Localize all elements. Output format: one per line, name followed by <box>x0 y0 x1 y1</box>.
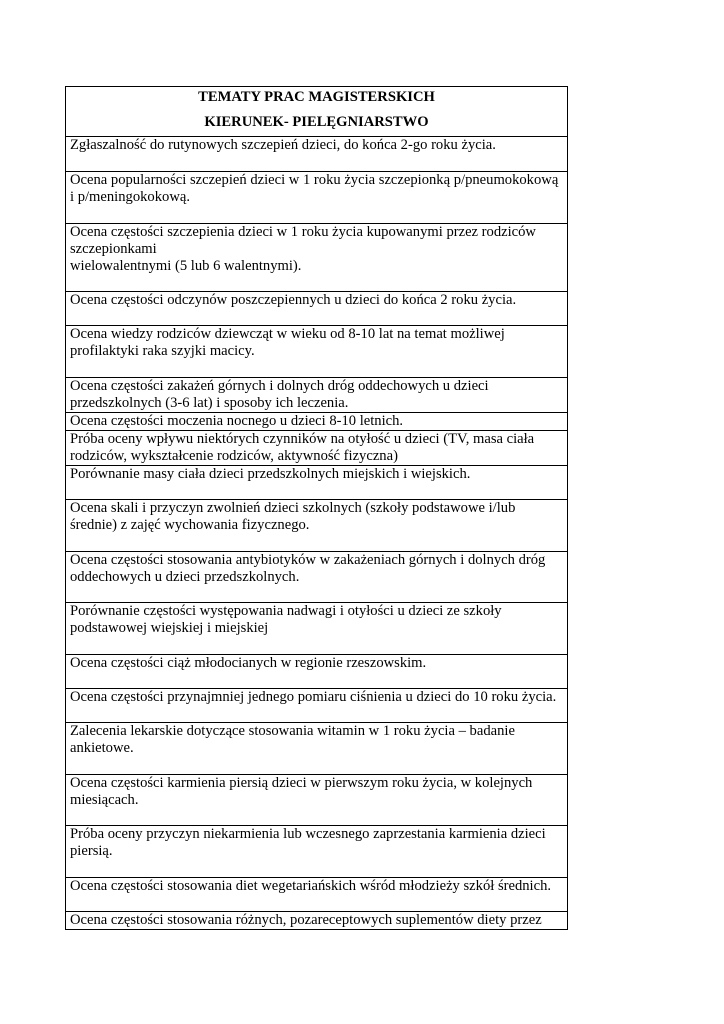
table-row <box>66 775 568 826</box>
topic-cell: Ocena częstości stosowania antybiotyków w zakażeniach górnych i dolnych dróg oddechowych u dzieci przedszkolnych. <box>66 552 568 603</box>
topic-cell: Porównanie masy ciała dzieci przedszkolnych miejskich i wiejskich. <box>66 466 568 500</box>
topic-cell: Zalecenia lekarskie dotyczące stosowania witamin w 1 roku życia – badanie ankietowe. <box>66 723 568 775</box>
table-row <box>66 826 568 878</box>
table-row <box>66 552 568 603</box>
table-row <box>66 413 568 431</box>
topic-cell: Ocena częstości ciąż młodocianych w regionie rzeszowskim. <box>66 655 568 689</box>
table-row <box>66 326 568 378</box>
document-subtitle: KIERUNEK- PIELĘGNIARSTWO <box>204 114 429 130</box>
topic-cell: Ocena częstości moczenia nocnego u dzieci 8-10 letnich. <box>66 413 568 431</box>
topics-table <box>65 86 568 930</box>
table-row <box>66 431 568 466</box>
topic-cell: Próba oceny wpływu niektórych czynników na otyłość u dzieci (TV, masa ciała rodziców, wykształcenie rodziców, aktywność fizyczna) <box>66 431 568 466</box>
header-cell <box>66 87 568 137</box>
topic-cell: Ocena skali i przyczyn zwolnień dzieci szkolnych (szkoły podstawowe i/lub średnie) z zajęć wychowania fizycznego. <box>66 500 568 552</box>
topic-cell: Ocena częstości karmienia piersią dzieci w pierwszym roku życia, w kolejnych miesiącach. <box>66 775 568 826</box>
topic-cell: Ocena popularności szczepień dzieci w 1 roku życia szczepionką p/pneumokokową i p/meningokokową. <box>66 172 568 224</box>
topic-cell: Porównanie częstości występowania nadwagi i otyłości u dzieci ze szkoły podstawowej wiejskiej i miejskiej <box>66 603 568 655</box>
table-row <box>66 603 568 655</box>
table-row <box>66 878 568 912</box>
topic-cell: Ocena częstości stosowania różnych, pozareceptowych suplementów diety przez <box>66 912 568 930</box>
topic-cell: Ocena częstości stosowania diet wegetariańskich wśród młodzieży szkół średnich. <box>66 878 568 912</box>
topic-cell: Próba oceny przyczyn niekarmienia lub wczesnego zaprzestania karmienia dzieci piersią. <box>66 826 568 878</box>
topic-cell: Ocena częstości zakażeń górnych i dolnych dróg oddechowych u dzieci przedszkolnych (3-6 lat) i sposoby ich leczenia. <box>66 378 568 413</box>
document-title: TEMATY PRAC MAGISTERSKICH <box>198 89 435 105</box>
topic-cell: Ocena częstości szczepienia dzieci w 1 roku życia kupowanymi przez rodziców szczepionkami wielowalentnymi (5 lub 6 walentnymi). <box>66 224 568 292</box>
table-row <box>66 466 568 500</box>
table-row <box>66 292 568 326</box>
topic-cell: Ocena częstości odczynów poszczepiennych u dzieci do końca 2 roku życia. <box>66 292 568 326</box>
table-row <box>66 137 568 172</box>
table-row <box>66 723 568 775</box>
topic-cell: Zgłaszalność do rutynowych szczepień dzieci, do końca 2-go roku życia. <box>66 137 568 172</box>
topic-cell: Ocena wiedzy rodziców dziewcząt w wieku od 8-10 lat na temat możliwej profilaktyki raka szyjki macicy. <box>66 326 568 378</box>
table-row <box>66 500 568 552</box>
topic-cell: Ocena częstości przynajmniej jednego pomiaru ciśnienia u dzieci do 10 roku życia. <box>66 689 568 723</box>
table-row <box>66 224 568 292</box>
table-row <box>66 172 568 224</box>
header-row <box>66 87 568 137</box>
table-row <box>66 689 568 723</box>
table-row <box>66 655 568 689</box>
table-row <box>66 378 568 413</box>
table-row <box>66 912 568 930</box>
